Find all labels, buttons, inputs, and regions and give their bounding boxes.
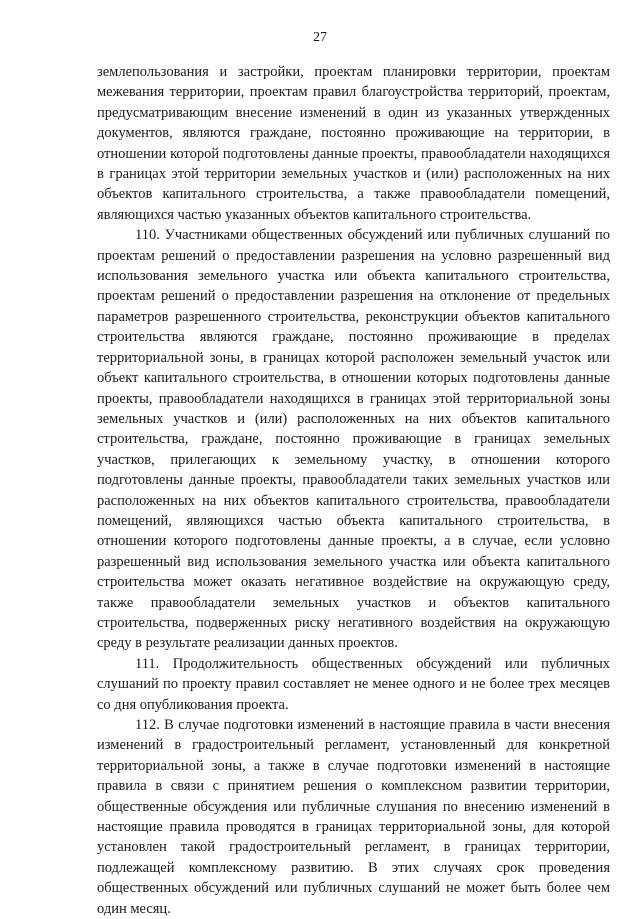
paragraph-continuation: землепользования и застройки, проектам планировки территории, проектам межевания территории, проектам правил благоустройства территорий, проектам, предусматривающим внесение изменений в один из указанных утвержденных документов, являются граждане, постоянно проживающие на территории, в отношении которой подготовлены данные проекты, правообладатели находящихся в границах этой территории земельных участков и (или) расположенных на них объектов капитального строительства, а также правообладатели помещений, являющихся частью указанных объектов капитального строительства. [97, 64, 610, 223]
paragraph-110: 110. Участниками общественных обсуждений или публичных слушаний по проектам решений о предоставлении разрешения на условно разрешенный вид использования земельного участка или объекта капитального строительства, проектам решений о предоставлении разрешения на отклонение от предельных параметров разрешенного строительства, реконструкции объектов капитального строительства являются граждане, постоянно проживающие в пределах территориальной зоны, в границах которой расположен земельный участок или объект капитального строительства, в отношении которых подготовлены данные проекты, правообладатели находящихся в границах этой территориальной зоны земельных участков и (или) расположенных на них объектов капитального строительства, граждане, постоянно проживающие в границах земельных участков, прилегающих к земельному участку, в отношении которого подготовлены данные проекты, правообладатели таких земельных участков или расположенных на них объектов капитального строительства, правообладатели помещений, являющихся частью объекта капитального строительства, в отношении которого подготовлены данные проекты, а в случае, если условно разрешенный вид использования земельного участка или объекта капитального строительства может оказать негативное воздействие на окружающую среду, также правообладатели земельных участков и объектов капитального строительства, подверженных риску негативного воздействия на окружающую среду в результате реализации данных проектов. [97, 227, 610, 652]
document-body [97, 62, 610, 919]
page-number: 27 [313, 30, 327, 45]
paragraph-111: 111. Продолжительность общественных обсуждений или публичных слушаний по проекту правил составляет не менее одного и не более трех месяцев со дня опубликования проекта. [97, 655, 610, 713]
paragraph-112: 112. В случае подготовки изменений в настоящие правила в части внесения изменений в градостроительный регламент, установленный для конкретной территориальной зоны, а также в случае подготовки изменений в настоящие правила в связи с принятием решения о комплексном развитии территории, общественные обсуждения или публичные слушания по внесению изменений в настоящие правила проводятся в границах территориальной зоны, для которой установлен такой градостроительный регламент, в границах территории, подлежащей комплексному развитию. В этих случаях срок проведения общественных обсуждений или публичных слушаний не может быть более чем один месяц. [97, 717, 610, 917]
